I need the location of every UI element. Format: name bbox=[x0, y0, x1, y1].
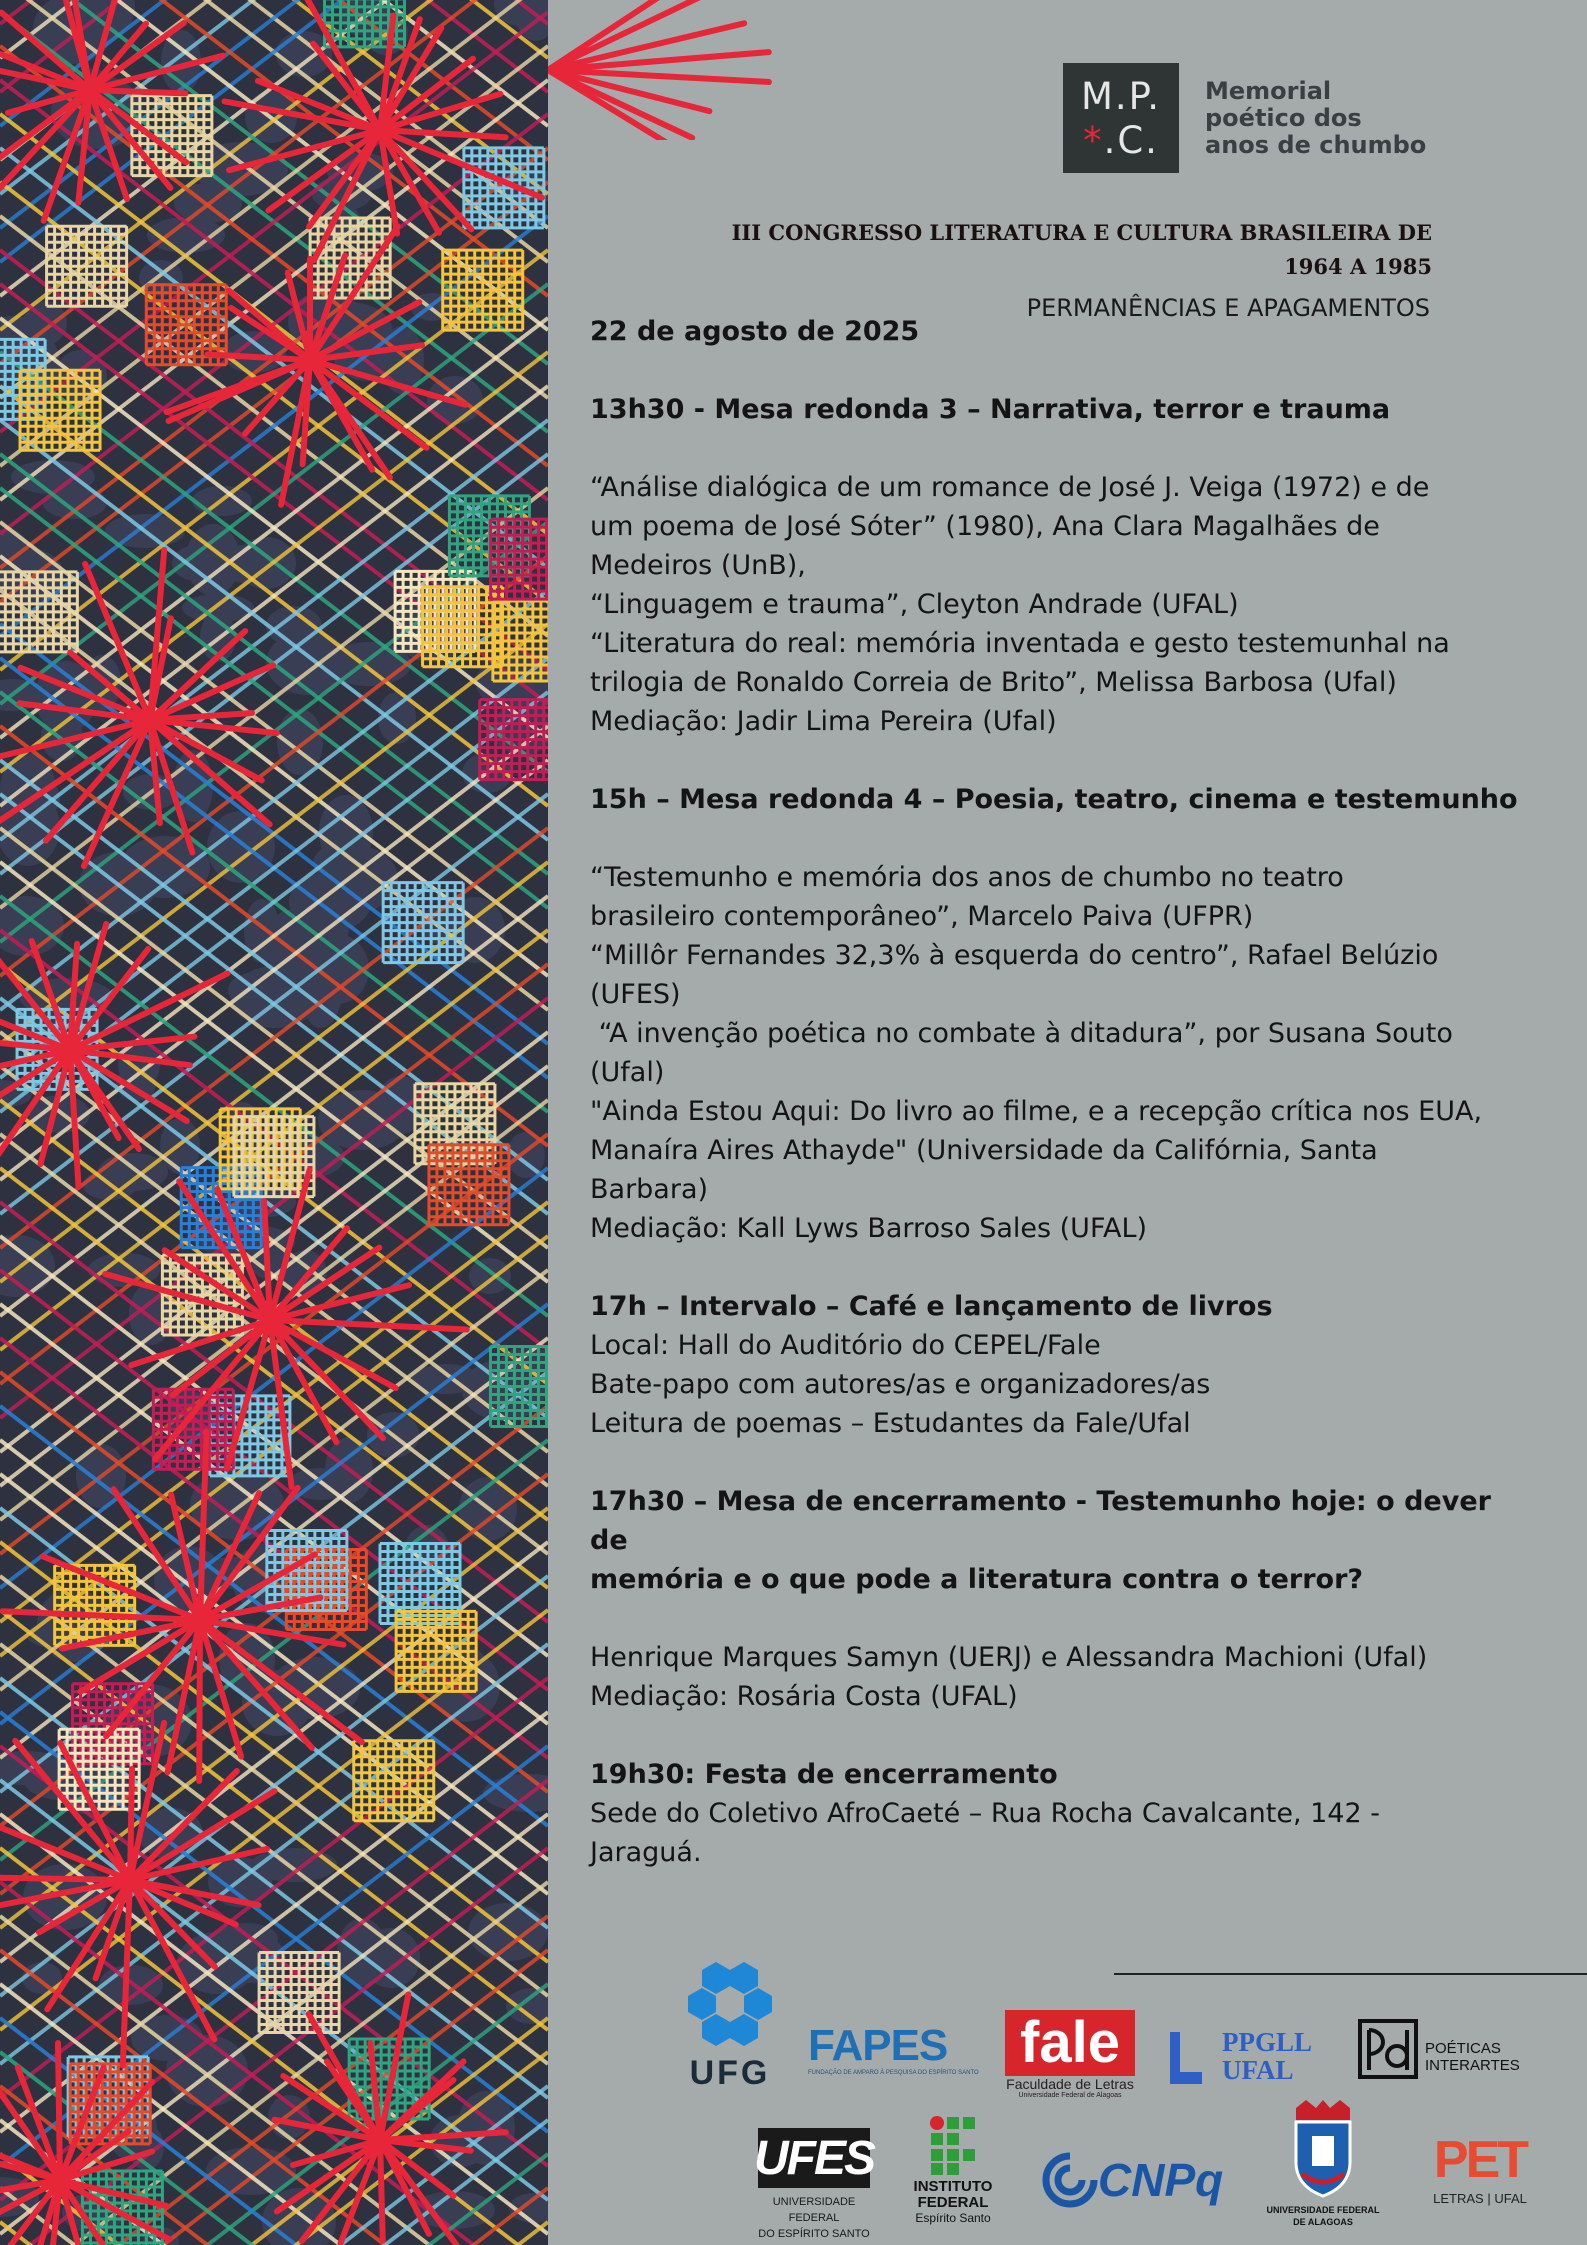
session-line: “Literatura do real: memória inventada e gesto testemunhal na bbox=[590, 628, 1450, 659]
fapes-sublabel: FUNDAÇÃO DE AMPARO À PESQUISA DO ESPÍRITO SANTO bbox=[808, 2070, 979, 2076]
ifes-label1: INSTITUTO bbox=[913, 2178, 993, 2195]
session-heading: 13h30 - Mesa redonda 3 – Narrativa, terror e trauma bbox=[590, 394, 1391, 425]
mpc-logo bbox=[1063, 63, 1435, 173]
poeticas-interartes-logo bbox=[1357, 2018, 1532, 2082]
ufal-sublabel2: DE ALAGOAS bbox=[1293, 2217, 1353, 2227]
session-line: Henrique Marques Samyn (UERJ) e Alessandra Machioni (Ufal) bbox=[590, 1642, 1428, 1673]
congress-title-line2: 1964 A 1985 bbox=[1284, 254, 1432, 279]
fapes-label: FAPES bbox=[808, 2021, 948, 2070]
poeticas-label2: INTERARTES bbox=[1425, 2057, 1520, 2074]
ppgll-l-icon bbox=[1166, 2032, 1202, 2084]
session-line: Leitura de poemas – Estudantes da Fale/Ufal bbox=[590, 1408, 1191, 1439]
pet-logo bbox=[1430, 2133, 1530, 2206]
session-line: “Millôr Fernandes 32,3% à esquerda do centro”, Rafael Belúzio bbox=[590, 940, 1439, 971]
ufg-label: UFG bbox=[689, 2054, 771, 2092]
session-body bbox=[590, 858, 1520, 1248]
session-line: Mediação: Rosária Costa (UFAL) bbox=[590, 1681, 1018, 1712]
session-body bbox=[590, 468, 1520, 741]
embroidery-artwork bbox=[0, 0, 548, 2245]
fapes-logo bbox=[808, 2021, 979, 2076]
session-line: Bate-papo com autores/as e organizadores/as bbox=[590, 1369, 1211, 1400]
cnpq-label: CNPq bbox=[1098, 2154, 1224, 2206]
congress-title-line1: III CONGRESSO LITERATURA E CULTURA BRASILEIRA DE bbox=[731, 220, 1432, 245]
session-line: trilogia de Ronaldo Correia de Brito”, Melissa Barbosa (Ufal) bbox=[590, 667, 1397, 698]
ufal-crest-icon bbox=[1288, 2100, 1358, 2200]
session-line: “Testemunho e memória dos anos de chumbo no teatro bbox=[590, 862, 1344, 893]
mpc-name-line2: poético dos bbox=[1205, 103, 1362, 132]
session-heading: 17h – Intervalo – Café e lançamento de livros bbox=[590, 1291, 1273, 1322]
red-starburst-decoration bbox=[548, 0, 848, 140]
ufal-sublabel1: UNIVERSIDADE FEDERAL bbox=[1266, 2205, 1380, 2215]
ppgll-label: PPGLL bbox=[1222, 2027, 1313, 2057]
ufg-hexagons-icon bbox=[684, 1958, 776, 2048]
session-heading bbox=[590, 1482, 1520, 1599]
ifes-logo bbox=[905, 2115, 1001, 2226]
congress-subtitle: PERMANÊNCIAS E APAGAMENTOS bbox=[1026, 294, 1430, 322]
mpc-mark-line2: .C. bbox=[1103, 119, 1159, 162]
session-line: “Linguagem e trauma”, Cleyton Andrade (UFAL) bbox=[590, 589, 1239, 620]
mpc-name-line1: Memorial bbox=[1205, 76, 1332, 105]
ufes-sublabel2: DO ESPÍRITO SANTO bbox=[758, 2228, 870, 2240]
congress-title bbox=[672, 216, 1432, 284]
ufes-logo bbox=[752, 2128, 876, 2242]
session-heading: 15h – Mesa redonda 4 – Poesia, teatro, cinema e testemunho bbox=[590, 784, 1518, 815]
fale-sublabel2: Universidade Federal de Alagoas bbox=[1018, 2092, 1122, 2099]
fale-sublabel1: Faculdade de Letras bbox=[1006, 2076, 1134, 2092]
session-line: “A invenção poética no combate à ditadura”, por Susana Souto bbox=[590, 1018, 1453, 1049]
ufal-logo bbox=[1258, 2100, 1388, 2228]
session-body bbox=[590, 1638, 1520, 1716]
mpc-name-line3: anos de chumbo bbox=[1205, 130, 1427, 159]
session-line: “Análise dialógica de um romance de José J. Veiga (1972) e de bbox=[590, 472, 1430, 503]
session-line: Jaraguá. bbox=[590, 1837, 702, 1868]
divider-line bbox=[1114, 1973, 1587, 1975]
poeticas-mark-icon bbox=[1357, 2018, 1419, 2080]
pet-label-wrap bbox=[1430, 2133, 1530, 2187]
fale-logo bbox=[1005, 2010, 1135, 2099]
session-heading-line2: memória e o que pode a literatura contra o terror? bbox=[590, 1564, 1364, 1595]
ppgll-logo bbox=[1166, 2028, 1326, 2084]
session-heading: 19h30: Festa de encerramento bbox=[590, 1759, 1058, 1790]
cnpq-logo bbox=[1040, 2150, 1240, 2210]
session-line: um poema de José Sóter” (1980), Ana Clara Magalhães de bbox=[590, 511, 1380, 542]
cnpq-swirl-icon bbox=[1040, 2150, 1100, 2210]
session-heading-line1: 17h30 – Mesa de encerramento - Testemunho hoje: o dever de bbox=[590, 1486, 1491, 1556]
mpc-logo-mark bbox=[1063, 63, 1179, 173]
mpc-logo-name bbox=[1205, 78, 1435, 159]
session-line: (Ufal) bbox=[590, 1057, 665, 1088]
ifes-grid-icon bbox=[929, 2115, 977, 2175]
ufal-label: UFAL bbox=[1222, 2055, 1294, 2085]
program bbox=[590, 312, 1520, 1872]
poeticas-label1: POÉTICAS bbox=[1425, 2040, 1501, 2057]
session-body bbox=[590, 1794, 1520, 1872]
pet-label: PET bbox=[1433, 2131, 1527, 2189]
session-line: Barbara) bbox=[590, 1174, 709, 1205]
pet-sublabel: LETRAS | UFAL bbox=[1433, 2191, 1527, 2206]
session-line: Manaíra Aires Athayde" (Universidade da Califórnia, Santa bbox=[590, 1135, 1378, 1166]
ifes-label2: FEDERAL bbox=[917, 2194, 989, 2211]
session-line: Mediação: Kall Lyws Barroso Sales (UFAL) bbox=[590, 1213, 1148, 1244]
ufes-sublabel1: UNIVERSIDADE FEDERAL bbox=[772, 2196, 856, 2224]
mpc-mark-star: * bbox=[1083, 119, 1104, 162]
ifes-label3: Espírito Santo bbox=[915, 2211, 991, 2225]
session-line: Medeiros (UnB), bbox=[590, 550, 806, 581]
session-body bbox=[590, 1326, 1520, 1443]
session-line: Local: Hall do Auditório do CEPEL/Fale bbox=[590, 1330, 1101, 1361]
embroidery-pattern bbox=[0, 0, 548, 2245]
session-line: Sede do Coletivo AfroCaeté – Rua Rocha Cavalcante, 142 - bbox=[590, 1798, 1380, 1829]
session-line: (UFES) bbox=[590, 979, 681, 1010]
ufg-logo bbox=[684, 1958, 776, 2093]
mpc-mark-line1: M.P. bbox=[1081, 75, 1161, 118]
ufes-label: UFES bbox=[754, 2131, 875, 2185]
session-line: Mediação: Jadir Lima Pereira (Ufal) bbox=[590, 706, 1057, 737]
fale-label: fale bbox=[1020, 2010, 1120, 2075]
session-line: brasileiro contemporâneo”, Marcelo Paiva (UFPR) bbox=[590, 901, 1254, 932]
session-line: "Ainda Estou Aqui: Do livro ao filme, e a recepção crítica nos EUA, bbox=[590, 1096, 1483, 1127]
event-date: 22 de agosto de 2025 bbox=[590, 316, 920, 347]
